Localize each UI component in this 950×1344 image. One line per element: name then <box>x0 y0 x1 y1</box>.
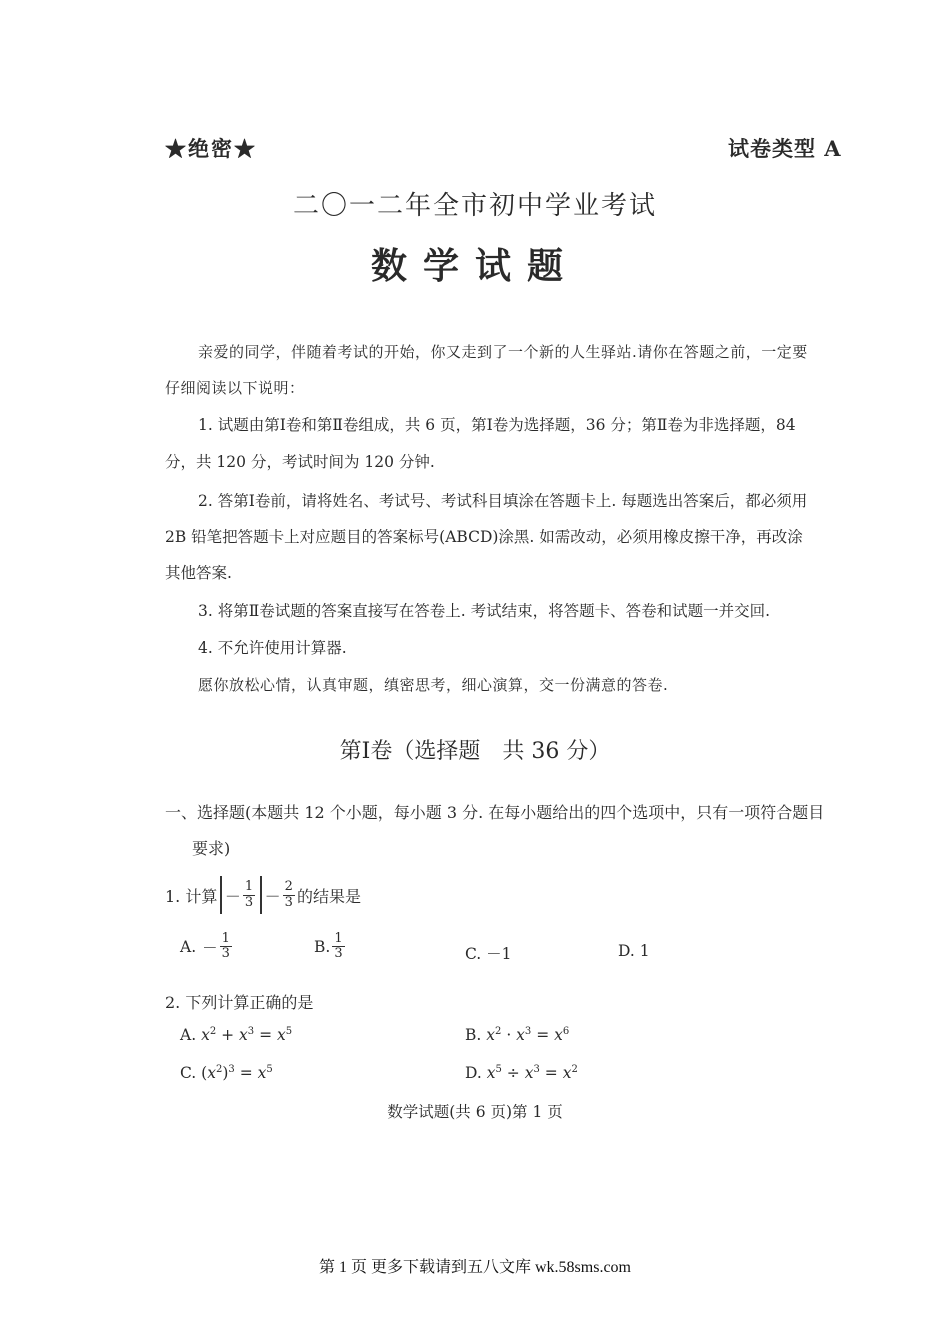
secret-label: ★绝密★ <box>165 136 257 161</box>
question-1: 1. 计算 － $\frac{1}{3}$ － $\frac{2}{3}$ 的结果是 <box>165 876 361 914</box>
section-heading: 第Ⅰ卷（选择题 共 36 分） <box>339 739 611 764</box>
q1-option-a: A. － $\frac{1}{3}$ <box>180 931 230 962</box>
abs-bar-left <box>220 876 222 914</box>
choice-instruction-line-1: 一、选择题(本题共 12 个小题，每小题 3 分. 在每小题给出的四个选项中，只有一项符合题目 <box>165 803 825 822</box>
choice-instruction-line-2: 要求) <box>192 839 231 858</box>
instruction-4: 4. 不允许使用计算器. <box>198 639 347 657</box>
q1-option-c: C. －1 <box>465 945 512 963</box>
instruction-1-line-1: 1. 试题由第Ⅰ卷和第Ⅱ卷组成，共 6 页，第Ⅰ卷为选择题，36 分；第Ⅱ卷为非选择题，84 <box>198 416 796 434</box>
abs-bar-right <box>260 876 262 914</box>
instruction-3: 3. 将第Ⅱ卷试题的答案直接写在答卷上. 考试结束，将答题卡、答卷和试题一并交回. <box>198 602 771 620</box>
q2-option-d: D. $x^5 \div x^3 = x^2$ <box>465 1064 578 1083</box>
instruction-1-line-2: 分，共 120 分，考试时间为 120 分钟. <box>165 453 435 471</box>
page-footer: 数学试题(共 6 页)第 1 页 <box>387 1103 563 1121</box>
subject-title: 数学试题 <box>370 245 579 287</box>
q1-option-d: D. 1 <box>618 942 650 960</box>
fraction-one-third: $\frac{1}{3}$ <box>244 879 254 910</box>
question-1-suffix: 的结果是 <box>296 886 361 906</box>
instruction-2-line-2: 2B 铅笔把答题卡上对应题目的答案标号(ABCD)涂黑. 如需改动，必须用橡皮擦干净，再改涂 <box>165 528 803 546</box>
question-2-stem: 2. 下列计算正确的是 <box>165 993 314 1012</box>
intro-line-2: 仔细阅读以下说明： <box>165 379 305 397</box>
wish-text: 愿你放松心情，认真审题，缜密思考，细心演算，交一份满意的答卷. <box>198 676 669 694</box>
q2-option-b: B. $x^2 \cdot x^3 = x^6$ <box>465 1026 570 1045</box>
question-1-prefix: 1. 计算 <box>165 886 218 906</box>
paper-type-label: 试卷类型 A <box>728 136 842 161</box>
q1-option-b: B. $\frac{1}{3}$ <box>314 931 343 962</box>
q2-option-a: A. $x^2 + x^3 = x^5$ <box>180 1026 293 1045</box>
instruction-2-line-3: 其他答案. <box>165 564 232 582</box>
exam-title: 二〇一二年全市初中学业考试 <box>292 191 657 221</box>
fraction-two-thirds: $\frac{2}{3}$ <box>284 879 293 910</box>
q2-option-c: C. $(x^2)^3 = x^5$ <box>180 1064 273 1083</box>
download-footer: 第 1 页 更多下载请到五八文库 wk.58sms.com <box>318 1259 631 1276</box>
intro-line-1: 亲爱的同学，伴随着考试的开始，你又走到了一个新的人生驿站.请你在答题之前，一定要 <box>198 343 808 361</box>
instruction-2-line-1: 2. 答第Ⅰ卷前，请将姓名、考试号、考试科目填涂在答题卡上. 每题选出答案后，都必须用 <box>198 492 808 510</box>
